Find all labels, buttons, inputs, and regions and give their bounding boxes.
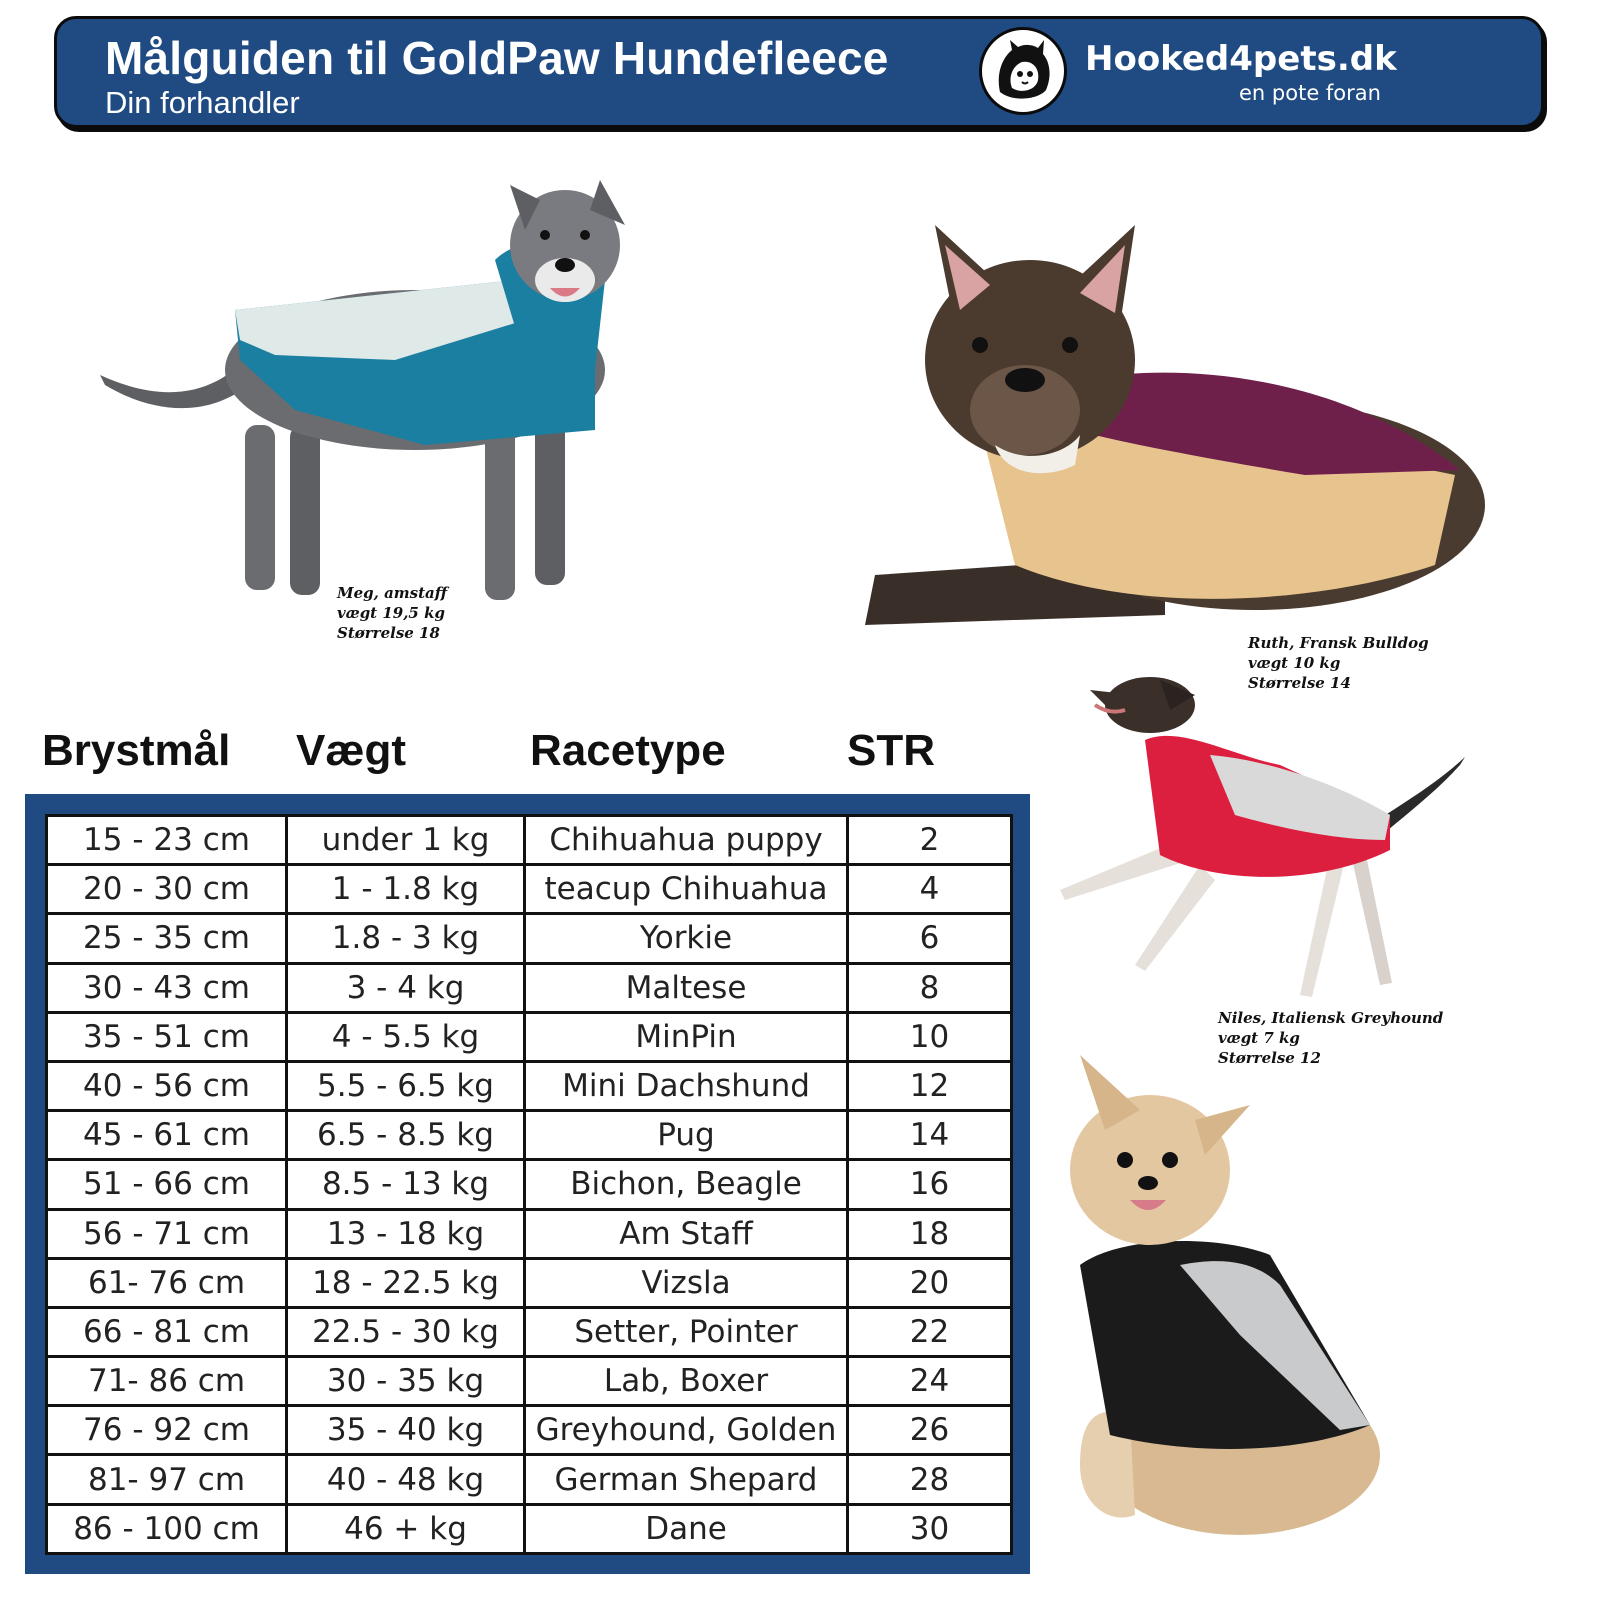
size-cell: 12 bbox=[848, 1061, 1012, 1110]
table-row bbox=[47, 963, 1012, 1012]
caption-niles-weight: vægt 7 kg bbox=[1218, 1029, 1300, 1047]
chest-cell: 15 - 23 cm bbox=[47, 816, 287, 865]
size-cell: 10 bbox=[848, 1012, 1012, 1061]
breed-cell: Bichon, Beagle bbox=[525, 1160, 848, 1209]
breed-cell: MinPin bbox=[525, 1012, 848, 1061]
breed-cell: Mini Dachshund bbox=[525, 1061, 848, 1110]
table-row bbox=[47, 1307, 1012, 1356]
chest-cell: 76 - 92 cm bbox=[47, 1406, 287, 1455]
weight-cell: 46 + kg bbox=[287, 1504, 525, 1553]
breed-cell: teacup Chihuahua bbox=[525, 865, 848, 914]
breed-cell: Setter, Pointer bbox=[525, 1307, 848, 1356]
caption-meg-weight: vægt 19,5 kg bbox=[337, 604, 445, 622]
logo-cat-dog-icon bbox=[979, 27, 1067, 115]
table-row bbox=[47, 1111, 1012, 1160]
size-table bbox=[45, 814, 1013, 1555]
chest-cell: 25 - 35 cm bbox=[47, 914, 287, 963]
chest-cell: 66 - 81 cm bbox=[47, 1307, 287, 1356]
table-row bbox=[47, 1209, 1012, 1258]
size-cell: 22 bbox=[848, 1307, 1012, 1356]
dog-photo-meg bbox=[95, 170, 655, 620]
size-table-inner bbox=[45, 814, 1010, 1555]
size-cell: 26 bbox=[848, 1406, 1012, 1455]
size-cell: 4 bbox=[848, 865, 1012, 914]
breed-cell: Lab, Boxer bbox=[525, 1357, 848, 1406]
column-heading-chest: Brystmål bbox=[42, 726, 231, 775]
chest-cell: 35 - 51 cm bbox=[47, 1012, 287, 1061]
size-cell: 6 bbox=[848, 914, 1012, 963]
chest-cell: 61- 76 cm bbox=[47, 1258, 287, 1307]
weight-cell: 8.5 - 13 kg bbox=[287, 1160, 525, 1209]
chest-cell: 20 - 30 cm bbox=[47, 865, 287, 914]
caption-ruth-name: Ruth, Fransk Bulldog bbox=[1248, 634, 1429, 652]
chest-cell: 86 - 100 cm bbox=[47, 1504, 287, 1553]
logo-name: Hooked4pets.dk bbox=[1085, 39, 1397, 79]
column-heading-size: STR bbox=[847, 726, 935, 775]
chest-cell: 81- 97 cm bbox=[47, 1455, 287, 1504]
chest-cell: 71- 86 cm bbox=[47, 1357, 287, 1406]
size-cell: 14 bbox=[848, 1111, 1012, 1160]
weight-cell: 1 - 1.8 kg bbox=[287, 865, 525, 914]
weight-cell: 22.5 - 30 kg bbox=[287, 1307, 525, 1356]
breed-cell: Greyhound, Golden bbox=[525, 1406, 848, 1455]
table-row bbox=[47, 1406, 1012, 1455]
caption-niles-size: Størrelse 12 bbox=[1218, 1049, 1321, 1067]
column-heading-weight: Vægt bbox=[296, 726, 406, 775]
breed-cell: German Shepard bbox=[525, 1455, 848, 1504]
breed-cell: Chihuahua puppy bbox=[525, 816, 848, 865]
chest-cell: 30 - 43 cm bbox=[47, 963, 287, 1012]
weight-cell: 4 - 5.5 kg bbox=[287, 1012, 525, 1061]
table-row bbox=[47, 1357, 1012, 1406]
size-cell: 18 bbox=[848, 1209, 1012, 1258]
size-cell: 16 bbox=[848, 1160, 1012, 1209]
table-row bbox=[47, 1258, 1012, 1307]
page-title: Målguiden til GoldPaw Hundefleece bbox=[105, 32, 889, 84]
weight-cell: 40 - 48 kg bbox=[287, 1455, 525, 1504]
chest-cell: 56 - 71 cm bbox=[47, 1209, 287, 1258]
breed-cell: Pug bbox=[525, 1111, 848, 1160]
logo-tagline: en pote foran bbox=[1239, 81, 1381, 105]
dog-photo-niles bbox=[1040, 665, 1470, 1010]
breed-cell: Dane bbox=[525, 1504, 848, 1553]
weight-cell: 3 - 4 kg bbox=[287, 963, 525, 1012]
chest-cell: 40 - 56 cm bbox=[47, 1061, 287, 1110]
weight-cell: 18 - 22.5 kg bbox=[287, 1258, 525, 1307]
caption-meg-size: Størrelse 18 bbox=[337, 624, 440, 642]
dog-photo-ruth bbox=[835, 205, 1485, 645]
column-heading-breed: Racetype bbox=[530, 726, 726, 775]
weight-cell: 30 - 35 kg bbox=[287, 1357, 525, 1406]
breed-cell: Yorkie bbox=[525, 914, 848, 963]
table-row bbox=[47, 914, 1012, 963]
table-row bbox=[47, 1012, 1012, 1061]
table-row bbox=[47, 865, 1012, 914]
weight-cell: 35 - 40 kg bbox=[287, 1406, 525, 1455]
header-banner bbox=[54, 16, 1544, 128]
chest-cell: 51 - 66 cm bbox=[47, 1160, 287, 1209]
table-row bbox=[47, 1061, 1012, 1110]
breed-cell: Vizsla bbox=[525, 1258, 848, 1307]
breed-cell: Am Staff bbox=[525, 1209, 848, 1258]
weight-cell: under 1 kg bbox=[287, 816, 525, 865]
chest-cell: 45 - 61 cm bbox=[47, 1111, 287, 1160]
dog-photo-yorkie bbox=[1040, 1035, 1400, 1555]
size-cell: 28 bbox=[848, 1455, 1012, 1504]
size-cell: 24 bbox=[848, 1357, 1012, 1406]
caption-niles-name: Niles, Italiensk Greyhound bbox=[1218, 1009, 1444, 1027]
table-row bbox=[47, 1504, 1012, 1553]
size-cell: 2 bbox=[848, 816, 1012, 865]
page-subtitle: Din forhandler bbox=[105, 85, 300, 120]
table-row bbox=[47, 1160, 1012, 1209]
table-row bbox=[47, 1455, 1012, 1504]
breed-cell: Maltese bbox=[525, 963, 848, 1012]
size-cell: 20 bbox=[848, 1258, 1012, 1307]
caption-ruth-size: Størrelse 14 bbox=[1248, 674, 1351, 692]
size-table-body bbox=[47, 816, 1012, 1554]
weight-cell: 13 - 18 kg bbox=[287, 1209, 525, 1258]
caption-meg-name: Meg, amstaff bbox=[337, 584, 448, 602]
weight-cell: 5.5 - 6.5 kg bbox=[287, 1061, 525, 1110]
weight-cell: 1.8 - 3 kg bbox=[287, 914, 525, 963]
caption-ruth-weight: vægt 10 kg bbox=[1248, 654, 1341, 672]
weight-cell: 6.5 - 8.5 kg bbox=[287, 1111, 525, 1160]
table-row bbox=[47, 816, 1012, 865]
size-cell: 8 bbox=[848, 963, 1012, 1012]
size-table-frame bbox=[25, 794, 1030, 1574]
size-cell: 30 bbox=[848, 1504, 1012, 1553]
caption-meg bbox=[337, 583, 447, 643]
